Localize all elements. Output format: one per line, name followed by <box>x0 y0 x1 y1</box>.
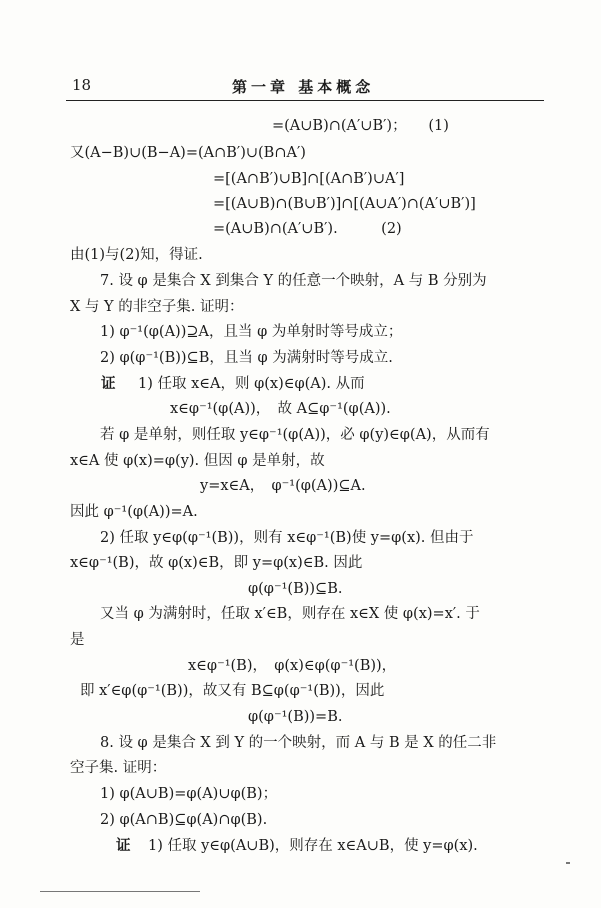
text-line: 1) φ(A∪B)=φ(A)∪φ(B)； <box>100 786 278 802</box>
text-line: 又当 φ 为满射时，任取 x′∈B，则存在 x∈X 使 φ(x)=x′. 于 <box>100 606 480 622</box>
text-line: 1) 任取 y∈φ(A∪B)，则存在 x∈A∪B，使 y=φ(x). <box>148 838 478 854</box>
proof-label: 证 <box>116 837 131 854</box>
text-line: 空子集. 证明： <box>70 760 167 776</box>
text-line: x∈A 使 φ(x)=φ(y). 但因 φ 是单射，故 <box>70 453 325 469</box>
text-line: 即 x′∈φ(φ⁻¹(B))，故又有 B⊆φ(φ⁻¹(B))，因此 <box>80 683 385 699</box>
scan-artifact <box>566 862 570 864</box>
text-line: 7. 设 φ 是集合 X 到集合 Y 的任意一个映射，A 与 B 分别为 <box>100 273 487 289</box>
text-line: 1) 任取 x∈A，则 φ(x)∈φ(A). 从而 <box>138 376 365 392</box>
scan-artifact <box>40 891 200 892</box>
text-line: x∈φ⁻¹(B)，故 φ(x)∈B，即 y=φ(x)∈B. 因此 <box>70 555 363 571</box>
text-line: φ(φ⁻¹(B))=B. <box>248 709 343 725</box>
text-line: φ(φ⁻¹(B))⊆B. <box>248 581 343 597</box>
text-line: 由(1)与(2)知，得证. <box>70 247 203 263</box>
text-line: 又(A−B)∪(B−A)=(A∩B′)∪(B∩A′) <box>70 145 306 161</box>
text-line: =(A∪B)∩(A′∪B′). (2) <box>213 221 402 237</box>
text-line: x∈φ⁻¹(B)， φ(x)∈φ(φ⁻¹(B))， <box>188 658 397 674</box>
text-line: 若 φ 是单射，则任取 y∈φ⁻¹(φ(A))，必 φ(y)∈φ(A)，从而有 <box>100 427 490 443</box>
text-line: 是 <box>70 632 85 648</box>
text-line: 2) 任取 y∈φ(φ⁻¹(B))，则有 x∈φ⁻¹(B)使 y=φ(x). 但由于 <box>100 530 474 546</box>
header-rule <box>66 100 544 101</box>
text-line: x∈φ⁻¹(φ(A))， 故 A⊆φ⁻¹(φ(A)). <box>170 401 391 417</box>
text-line: 8. 设 φ 是集合 X 到 Y 的一个映射，而 A 与 B 是 X 的任二非 <box>100 735 497 751</box>
text-line: 2) φ(A∩B)⊆φ(A)∩φ(B). <box>100 812 268 828</box>
text-line: 1) φ⁻¹(φ(A))⊇A，且当 φ 为单射时等号成立； <box>100 324 403 340</box>
text-line: =[(A∪B)∩(B∪B′)]∩[(A∪A′)∩(A′∪B′)] <box>213 196 476 212</box>
text-line: y=x∈A， φ⁻¹(φ(A))⊆A. <box>200 478 366 494</box>
text-line: 因此 φ⁻¹(φ(A))=A. <box>70 504 198 520</box>
text-line: X 与 Y 的非空子集. 证明： <box>70 299 244 315</box>
proof-label: 证 <box>101 375 116 392</box>
text-line: =(A∪B)∩(A′∪B′)； (1) <box>272 118 449 134</box>
chapter-title: 第一章 基本概念 <box>232 78 375 96</box>
page-number: 18 <box>72 76 92 94</box>
text-line: =[(A∩B′)∪B]∩[(A∩B′)∪A′] <box>213 171 405 187</box>
text-line: 2) φ(φ⁻¹(B))⊆B，且当 φ 为满射时等号成立. <box>100 350 393 366</box>
